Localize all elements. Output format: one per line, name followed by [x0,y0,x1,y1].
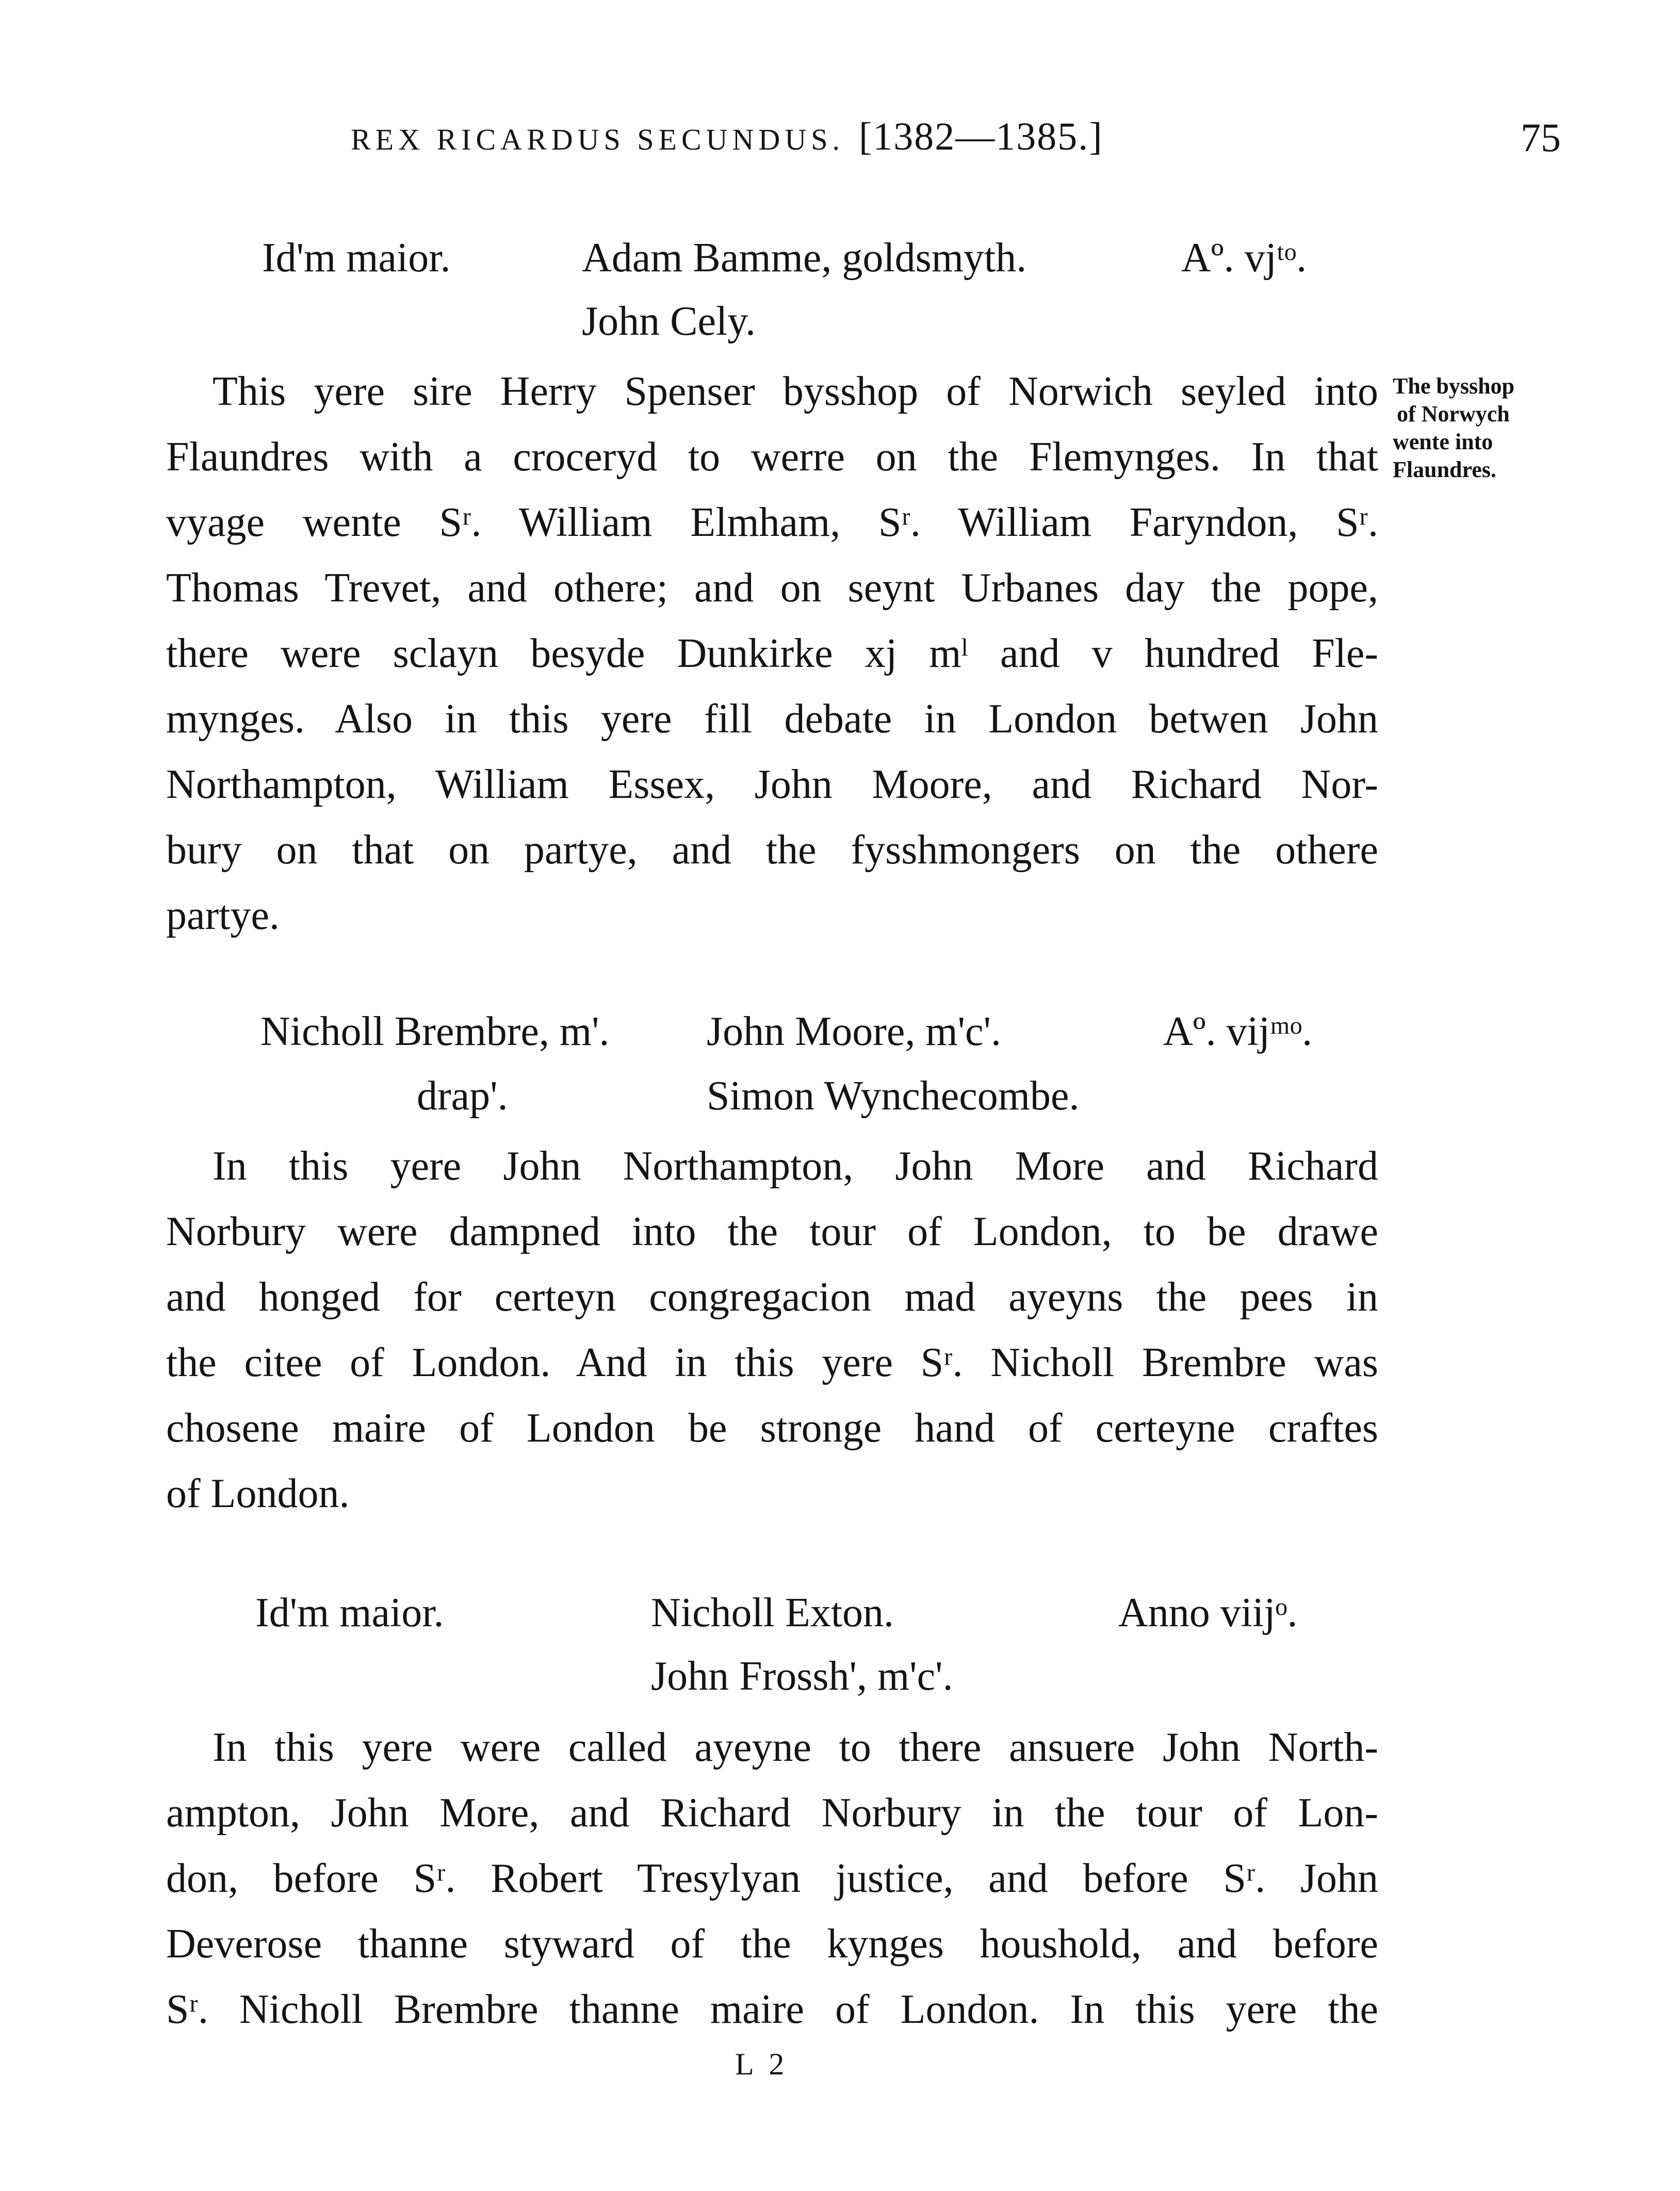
paragraph-line: and honged for certeyn congregacion mad ayeyns the pees in [166,1274,1378,1320]
entry-3-paragraph [166,1715,1378,2042]
paragraph-line: Norbury were dampned into the tour of London, to be drawe [166,1209,1378,1254]
paragraph-line: there were sclayn besyde Dunkirke xj mˡ and v hundred Fle- [166,631,1378,676]
paragraph-line: chosene maire of London be stronge hand of certeyne craftes [166,1405,1378,1451]
entry-2-mayor-trade: drap'. [417,1073,508,1119]
entry-3-sheriff-1: Nicholl Exton. [651,1590,894,1636]
entry-2-sheriff-1: John Moore, m'c'. [707,1009,1001,1054]
running-head [351,115,1103,159]
marginal-note-line: Flaundres. [1393,457,1496,482]
marginal-note [1393,372,1578,484]
entry-3-regnal-year: Anno viijᵒ. [1118,1590,1298,1636]
marginal-note-line: wente into [1393,429,1493,454]
entry-2-mayor: Nicholl Brembre, m'. [260,1009,610,1054]
paragraph-line: of London. [166,1471,350,1516]
paragraph-line: Deverose thanne styward of the kynges houshold, and before [166,1921,1378,1967]
paragraph-line: vyage wente Sʳ. William Elmham, Sʳ. William Faryndon, Sʳ. [166,500,1378,545]
paragraph-line: In this yere John Northampton, John More and Richard [213,1143,1378,1189]
entry-1-sheriff-2: John Cely. [582,299,756,344]
paragraph-line: partye. [166,893,280,938]
entry-2-paragraph [166,1134,1378,1527]
entry-1-paragraph [166,359,1378,949]
paragraph-line: the citee of London. And in this yere Sʳ. Nicholl Brembre was [166,1340,1378,1385]
paragraph-line: mynges. Also in this yere fill debate in London betwen John [166,696,1378,742]
paragraph-line: bury on that on partye, and the fysshmongers on the othere [166,827,1378,873]
signature-mark: L 2 [735,2047,789,2081]
paragraph-line: In this yere were called ayeyne to there ansuere John North- [213,1725,1378,1770]
entry-3-sheriff-2: John Frossh', m'c'. [651,1654,953,1699]
page-number: 75 [1521,115,1561,160]
entry-1-mayor: Id'm maior. [262,235,451,281]
entry-3-mayor: Id'm maior. [255,1590,444,1636]
paragraph-line: Flaundres with a croceryd to werre on the Flemynges. In that [166,434,1378,480]
paragraph-line: don, before Sʳ. Robert Tresylyan justice, and before Sʳ. John [166,1856,1378,1901]
marginal-note-line: The bysshop [1393,373,1515,399]
entry-2-regnal-year: Aº. vijᵐᵒ. [1163,1009,1313,1054]
year-range: [1382—1385.] [858,115,1103,158]
paragraph-line: Northampton, William Essex, John Moore, and Richard Nor- [166,762,1378,807]
marginal-note-line: of Norwych [1397,401,1510,427]
paragraph-line: ampton, John More, and Richard Norbury in the tour of Lon- [166,1790,1378,1836]
entry-2-sheriff-2: Simon Wynchecombe. [707,1073,1080,1119]
paragraph-line: This yere sire Herry Spenser bysshop of Norwich seyled into [213,369,1378,414]
running-title: REX RICARDUS SECUNDUS. [351,123,844,156]
entry-1-regnal-year: Aº. vjᵗᵒ. [1181,235,1307,281]
paragraph-line: Sʳ. Nicholl Brembre thanne maire of London. In this yere the [166,1987,1378,2032]
paragraph-line: Thomas Trevet, and othere; and on seynt Urbanes day the pope, [166,565,1378,611]
entry-1-sheriff-1: Adam Bamme, goldsmyth. [582,235,1027,281]
